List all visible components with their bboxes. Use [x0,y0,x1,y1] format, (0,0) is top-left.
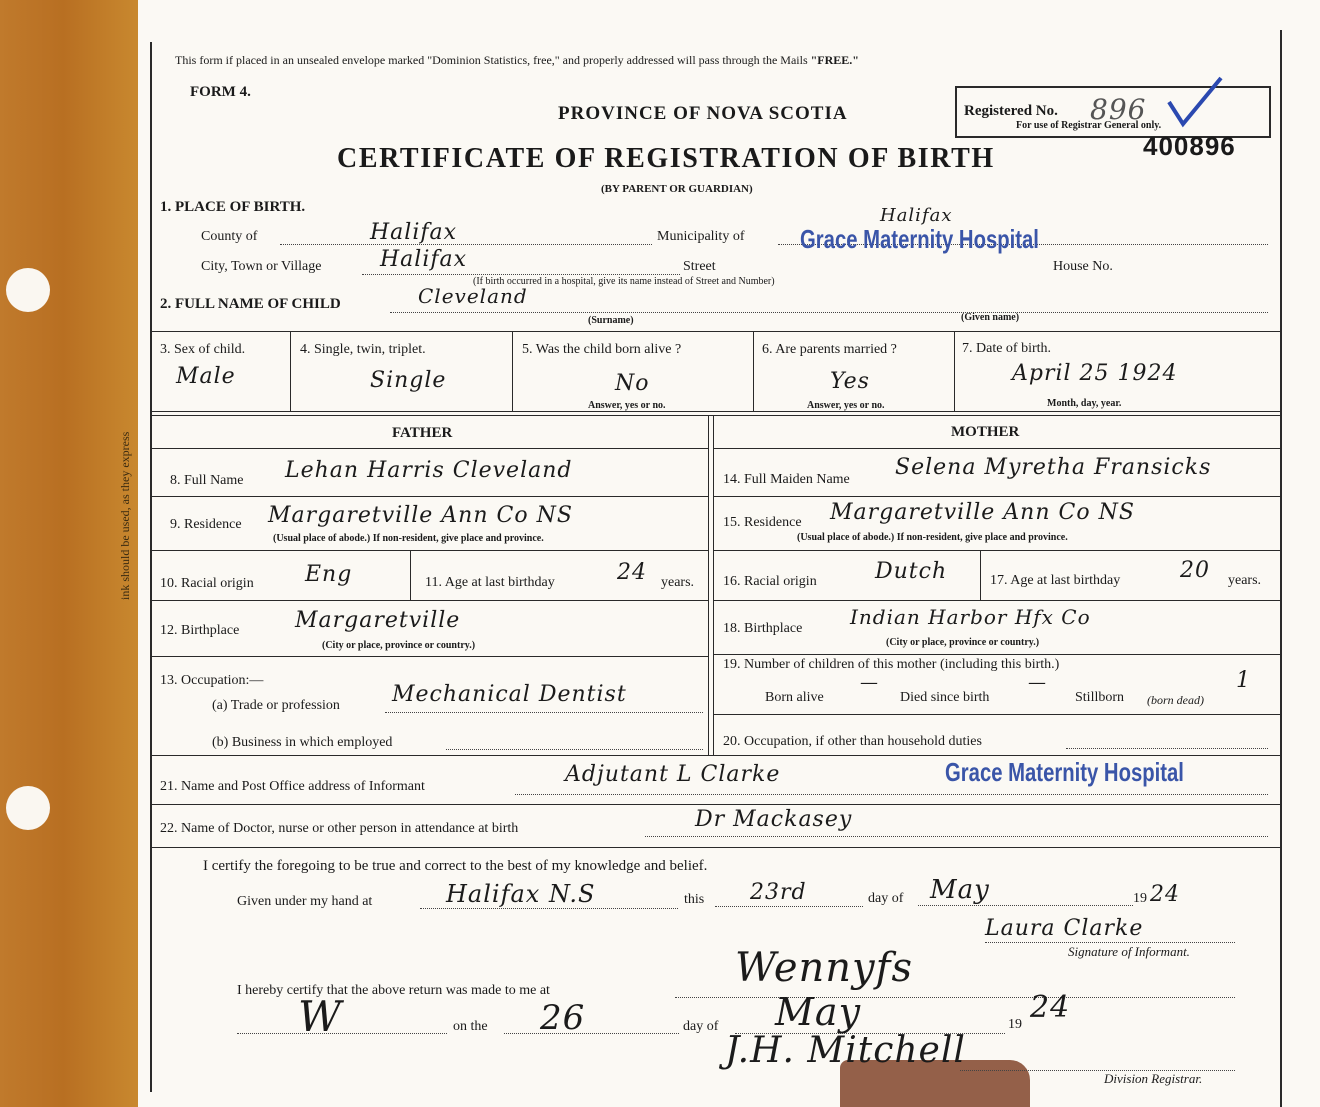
row-divider [150,415,1280,416]
province-heading: PROVINCE OF NOVA SCOTIA [558,103,848,124]
father-residence-caption: (Usual place of abode.) If non-resident, give place and province. [273,533,544,544]
side-note: ink should be used, as they express [118,431,132,600]
mother-birthplace-caption: (City or place, province or country.) [886,637,1040,648]
yes-no-caption: Answer, yes or no. [588,400,666,411]
registrar-day-value: 26 [540,998,586,1038]
municipality-value: Halifax [880,205,953,226]
hospital-stamp: Grace Maternity Hospital [800,224,1039,254]
on-the-label: on the [453,1019,488,1034]
binding-strip [0,0,140,1107]
registrar-year-value: 24 [1030,990,1071,1025]
registrar-initial: W [298,992,343,1041]
registrar-day-line [504,1033,679,1034]
registrar-signature: J.H. Mitchell [725,1030,966,1071]
hospital-note: (If birth occurred in a hospital, give its name instead of Street and Number) [473,276,775,287]
sex-label: 3. Sex of child. [160,342,246,357]
form-number: FORM 4. [190,84,251,100]
stillborn-caption: (born dead) [1147,693,1204,707]
row-divider [713,448,1280,449]
mother-racial-label: 16. Racial origin [723,574,817,589]
given-place-line [420,908,678,909]
mother-occupation-label: 20. Occupation, if other than household duties [723,734,982,749]
father-racial-value: Eng [305,562,353,587]
row-divider [150,550,708,551]
born-alive-value: No [615,371,650,396]
col-divider [410,550,411,600]
month-value: May [930,875,990,905]
street-label: Street [683,259,716,274]
sex-value: Male [176,364,236,389]
father-racial-label: 10. Racial origin [160,576,254,591]
county-label: County of [201,229,258,244]
born-alive-label: 5. Was the child born alive ? [522,342,682,357]
father-residence-label: 9. Residence [170,517,242,532]
father-occupation-label: 13. Occupation:— [160,673,264,688]
dob-caption: Month, day, year. [1047,398,1122,409]
surname-value: Cleveland [418,284,528,308]
registrar-caption: Division Registrar. [1104,1071,1203,1086]
informant-signature-caption: Signature of Informant. [1068,944,1190,959]
father-trade-label: (a) Trade or profession [212,698,340,713]
registrar-place-line [675,997,1235,998]
number-stamp: 400896 [1143,131,1236,161]
died-count-label: Died since birth [900,690,990,705]
registrar-note: For use of Registrar General only. [1016,120,1162,131]
col-divider [980,550,981,600]
check-mark-icon [1165,74,1225,134]
informant-label: 21. Name and Post Office address of Informant [160,779,425,794]
city-label: City, Town or Village [201,259,322,274]
mother-name-value: Selena Myretha Fransicks [895,455,1212,480]
stillborn-value: 1 [1236,668,1251,693]
row-divider [150,804,1280,805]
row-divider [713,550,1280,551]
father-age-value: 24 [617,560,647,585]
punch-hole [6,268,50,312]
month-line [918,905,1133,906]
father-birthplace-label: 12. Birthplace [160,623,240,638]
row-divider [150,331,1280,332]
parents-married-value: Yes [830,369,870,394]
died-count-value: — [1028,672,1047,693]
father-name-value: Lehan Harris Cleveland [285,458,573,483]
born-alive-count-label: Born alive [765,690,824,705]
mother-children-label: 19. Number of children of this mother (including this birth.) [723,657,1060,672]
mother-racial-value: Dutch [875,559,948,584]
registrar-line [237,1033,447,1034]
col-divider [512,331,513,411]
stillborn-label: Stillborn [1075,690,1125,705]
informant-stamp: Grace Maternity Hospital [945,757,1184,787]
row-divider [713,714,1280,715]
child-name-label: 2. FULL NAME OF CHILD [160,296,341,312]
mother-heading: MOTHER [951,424,1020,440]
center-divider [708,415,709,755]
row-divider [713,600,1280,601]
form-border-left [150,42,152,1092]
father-years-label: years. [661,575,695,590]
given-place-value: Halifax N.S [446,880,596,908]
mother-occupation-line [1066,748,1268,749]
row-divider [713,496,1280,497]
row-divider [150,600,708,601]
mother-residence-caption: (Usual place of abode.) If non-resident, give place and province. [797,532,1068,543]
doctor-label: 22. Name of Doctor, nurse or other person in attendance at birth [160,821,519,836]
plurality-value: Single [370,368,447,393]
father-heading: FATHER [392,425,453,441]
row-divider [150,411,1280,412]
mother-years-label: years. [1228,573,1262,588]
born-alive-count-value: — [860,672,879,693]
dob-label: 7. Date of birth. [962,341,1052,356]
informant-value: Adjutant L Clarke [565,762,781,787]
col-divider [290,331,291,411]
father-birthplace-value: Margaretville [295,608,461,633]
mother-name-label: 14. Full Maiden Name [723,472,850,487]
parents-married-label: 6. Are parents married ? [762,342,897,357]
house-label: House No. [1053,259,1113,274]
municipality-label: Municipality of [657,229,745,244]
registrar-month-value: May [775,990,862,1034]
business-line [446,749,703,750]
mail-notice: This form if placed in an unsealed envelope marked "Dominion Statistics, free," and properly addressed will pass through the Mails "FREE." [175,53,859,67]
registered-value: 896 [1090,93,1147,126]
form-border-right [1280,30,1282,1107]
registrar-place-value: Wennyfs [735,945,913,991]
row-divider [150,755,1280,756]
mother-birthplace-label: 18. Birthplace [723,621,803,636]
registrar-year-prefix: 19 [1008,1017,1022,1032]
col-divider [753,331,754,411]
father-residence-value: Margaretville Ann Co NS [268,503,573,528]
father-age-label: 11. Age at last birthday [425,575,555,590]
doctor-value: Dr Mackasey [695,807,853,832]
punch-hole [6,786,50,830]
place-of-birth-label: 1. PLACE OF BIRTH. [160,199,306,215]
row-divider [713,654,1280,655]
day-of-label: day of [868,891,904,906]
mother-residence-value: Margaretville Ann Co NS [830,500,1135,525]
center-divider [713,415,714,755]
row-divider [150,656,708,657]
mother-birthplace-value: Indian Harbor Hfx Co [850,605,1091,629]
given-caption: (Given name) [961,312,1020,323]
subtitle: (BY PARENT OR GUARDIAN) [601,183,753,195]
city-value: Halifax [380,247,468,272]
doctor-line [645,836,1268,837]
given-label: Given under my hand at [237,894,373,909]
plurality-label: 4. Single, twin, triplet. [300,342,426,357]
county-line [280,244,652,245]
year-prefix: 19 [1133,891,1147,906]
year-value: 24 [1150,882,1180,907]
county-value: Halifax [370,220,458,245]
yes-no-caption-2: Answer, yes or no. [807,400,885,411]
mother-residence-label: 15. Residence [723,515,802,530]
mother-age-value: 20 [1180,558,1210,583]
child-name-line [390,312,1268,313]
informant-signature: Laura Clarke [985,916,1144,941]
certification-statement: I certify the foregoing to be true and correct to the best of my knowledge and belief. [203,858,708,874]
row-divider [150,847,1280,848]
dob-value: April 25 1924 [1012,361,1178,386]
father-trade-value: Mechanical Dentist [392,682,627,707]
page-title: CERTIFICATE OF REGISTRATION OF BIRTH [337,143,995,174]
registrar-statement: I hereby certify that the above return was made to me at [237,983,550,998]
mother-age-label: 17. Age at last birthday [990,573,1121,588]
day-line [715,906,863,907]
col-divider [954,331,955,411]
trade-line [385,712,703,713]
signature-line [985,942,1235,943]
registrar-day-of-label: day of [683,1019,719,1034]
row-divider [150,448,708,449]
city-line [362,274,680,275]
day-value: 23rd [750,880,807,905]
surname-caption: (Surname) [588,315,634,326]
informant-line [515,794,1268,795]
registered-label: Registered No. [964,103,1058,119]
row-divider [150,496,708,497]
this-label: this [684,892,705,907]
father-business-label: (b) Business in which employed [212,735,393,750]
father-name-label: 8. Full Name [170,473,244,488]
father-birthplace-caption: (City or place, province or country.) [322,640,476,651]
